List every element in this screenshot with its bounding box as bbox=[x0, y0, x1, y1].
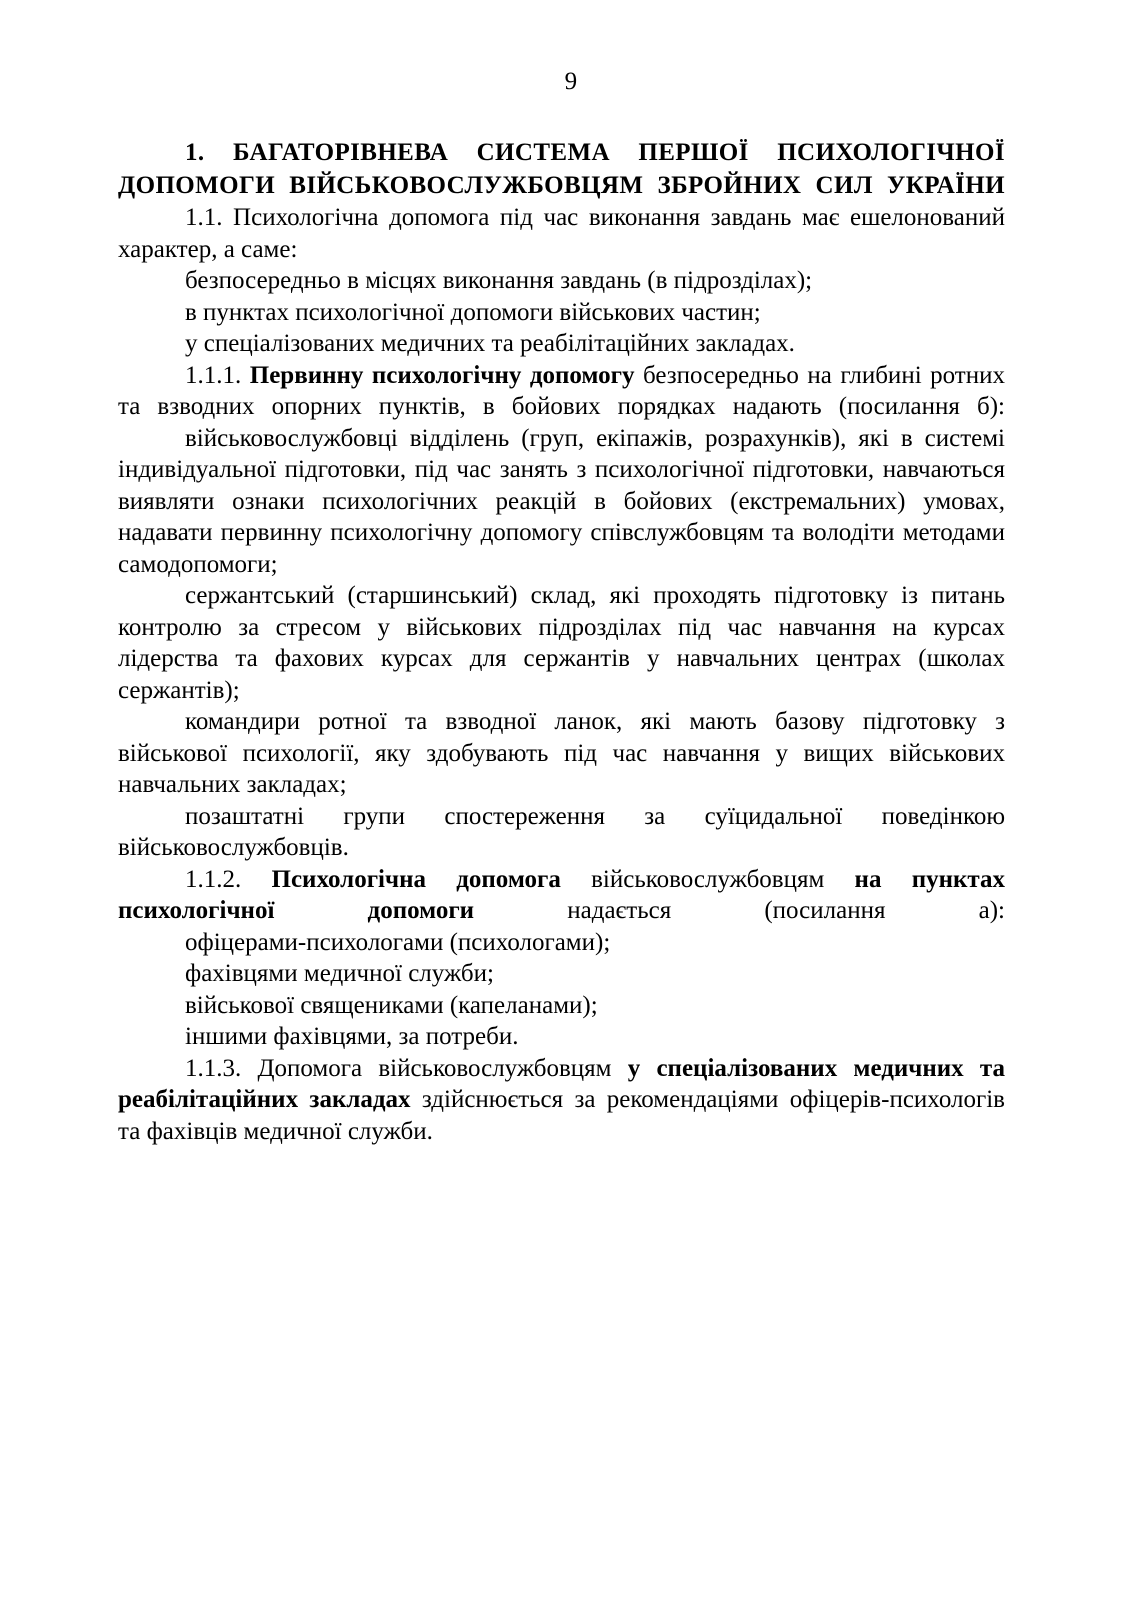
section-marker-1-1-1: 1.1.1. bbox=[185, 361, 250, 389]
paragraph-1-1-2-mid: військовослужбовцям bbox=[560, 865, 855, 893]
paragraph-1-1-intro: 1.1. Психологічна допомога під час виконання завдань має ешелонований характер, а саме: bbox=[118, 204, 1005, 263]
paragraph-1-1-1-item-1: військовослужбовці відділень (груп, екіпажів, розрахунків), які в системі індивідуальної підготовки, під час занять з психологічної підготовки, навчаються виявляти ознаки психологічних реакцій в бойових (екстремальних) умовах, надавати первинну психологічну допомогу співслужбовцям та володіти методами самодопомоги; bbox=[118, 424, 1005, 578]
section-marker-1-1-2: 1.1.2. bbox=[185, 865, 272, 893]
list-item: в пунктах психологічної допомоги військових частин; bbox=[185, 298, 761, 326]
list-item: іншими фахівцями, за потреби. bbox=[185, 1023, 519, 1050]
page-title: 1. БАГАТОРІВНЕВА СИСТЕМА ПЕРШОЇ ПСИХОЛОГІЧНОЇ ДОПОМОГИ ВІЙСЬКОВОСЛУЖБОВЦЯМ ЗБРОЙНИХ СИЛ УКРАЇНИ bbox=[118, 139, 1005, 199]
emphasis-at-aid-points: на пунктах психологічної допомоги bbox=[118, 865, 1005, 924]
paragraph-1-1-2-tail: надається (посилання а): bbox=[474, 897, 1005, 924]
paragraph-1-1-1-item-3: командири ротної та взводної ланок, які мають базову підготовку з військової психології, яку здобувають під час навчання у вищих військових навчальних закладах; bbox=[118, 708, 1005, 798]
list-item: безпосередньо в місцях виконання завдань (в підрозділах); bbox=[185, 267, 813, 294]
list-item: фахівцями медичної служби; bbox=[185, 960, 494, 987]
list-item: у спеціалізованих медичних та реабілітаційних закладах. bbox=[185, 330, 795, 357]
paragraph-1-1-1-lead bbox=[118, 360, 1005, 423]
page-number: 9 bbox=[564, 68, 578, 95]
page-content bbox=[118, 136, 1005, 1147]
paragraph-1-1-1-lead-tail: безпосередньо на глибині ротних та взводних опорних пунктів, в бойових порядках надають (посилання б): bbox=[118, 361, 1005, 420]
section-marker-1-1-3: 1.1.3. Допомога військовослужбовцям bbox=[185, 1054, 628, 1082]
paragraph-1-1-1-item-4: позаштатні групи спостереження за суїцидальної поведінкою військовослужбовців. bbox=[118, 802, 1005, 861]
emphasis-specialized-facilities: у спеціалізованих медичних та реабілітаційних закладах bbox=[118, 1054, 1005, 1113]
paragraph-1-1-3-tail: здійснюється за рекомендаціями офіцерів-психологів та фахівців медичної служби. bbox=[118, 1086, 1005, 1145]
paragraph-1-1-1-item-2: сержантський (старшинський) склад, які проходять підготовку із питань контролю за стресом у військових підрозділах під час навчання на курсах лідерства та фахових курсах для сержантів у навчальних центрах (школах сержантів); bbox=[118, 582, 1005, 704]
emphasis-first-psych-aid: Первинну психологічну допомогу bbox=[249, 361, 635, 389]
list-item: військової священиками (капеланами); bbox=[185, 991, 598, 1019]
emphasis-psych-aid: Психологічна допомога bbox=[271, 865, 561, 893]
paragraph-1-1-3 bbox=[118, 1053, 1005, 1148]
list-item: офіцерами-психологами (психологами); bbox=[185, 928, 611, 956]
paragraph-1-1-2-lead bbox=[118, 864, 1005, 927]
